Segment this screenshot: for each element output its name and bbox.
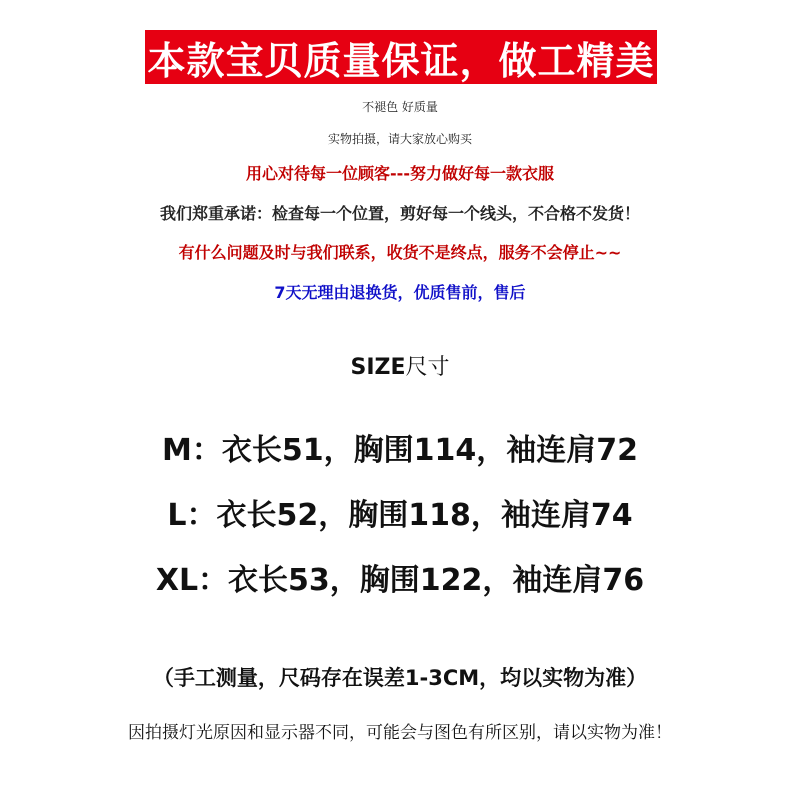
care-slogan-line: 用心对待每一位顾客---努力做好每一款衣服 [246, 164, 554, 183]
size-title-en: SIZE [350, 355, 406, 380]
size-row-xl: XL：衣长53，胸围122，袖连肩76 [155, 563, 645, 598]
contact-line: 有什么问题及时与我们联系，收货不是终点，服务不会停止~~ [178, 243, 622, 262]
size-title [0, 350, 800, 381]
quality-banner: 本款宝贝质量保证，做工精美 [145, 30, 657, 84]
return-policy-line: 7天无理由退换货，优质售前，售后 [274, 283, 526, 302]
promise-line: 我们郑重承诺：检查每一个位置，剪好每一个线头，不合格不发货！ [159, 204, 640, 223]
color-disclaimer: 因拍摄灯光原因和显示器不同，可能会与图色有所区别，请以实物为准！ [128, 723, 672, 743]
size-row-m: M：衣长51，胸围114，袖连肩72 [162, 433, 638, 468]
measurement-note: （手工测量，尺码存在误差1-3CM，均以实物为准） [152, 666, 648, 690]
real-photo-line: 实物拍摄，请大家放心购买 [327, 132, 472, 146]
size-row-l: L：衣长52，胸围118，袖连肩74 [167, 498, 633, 533]
size-title-cn: 尺寸 [405, 355, 450, 380]
no-fade-line: 不褪色 好质量 [362, 100, 438, 114]
